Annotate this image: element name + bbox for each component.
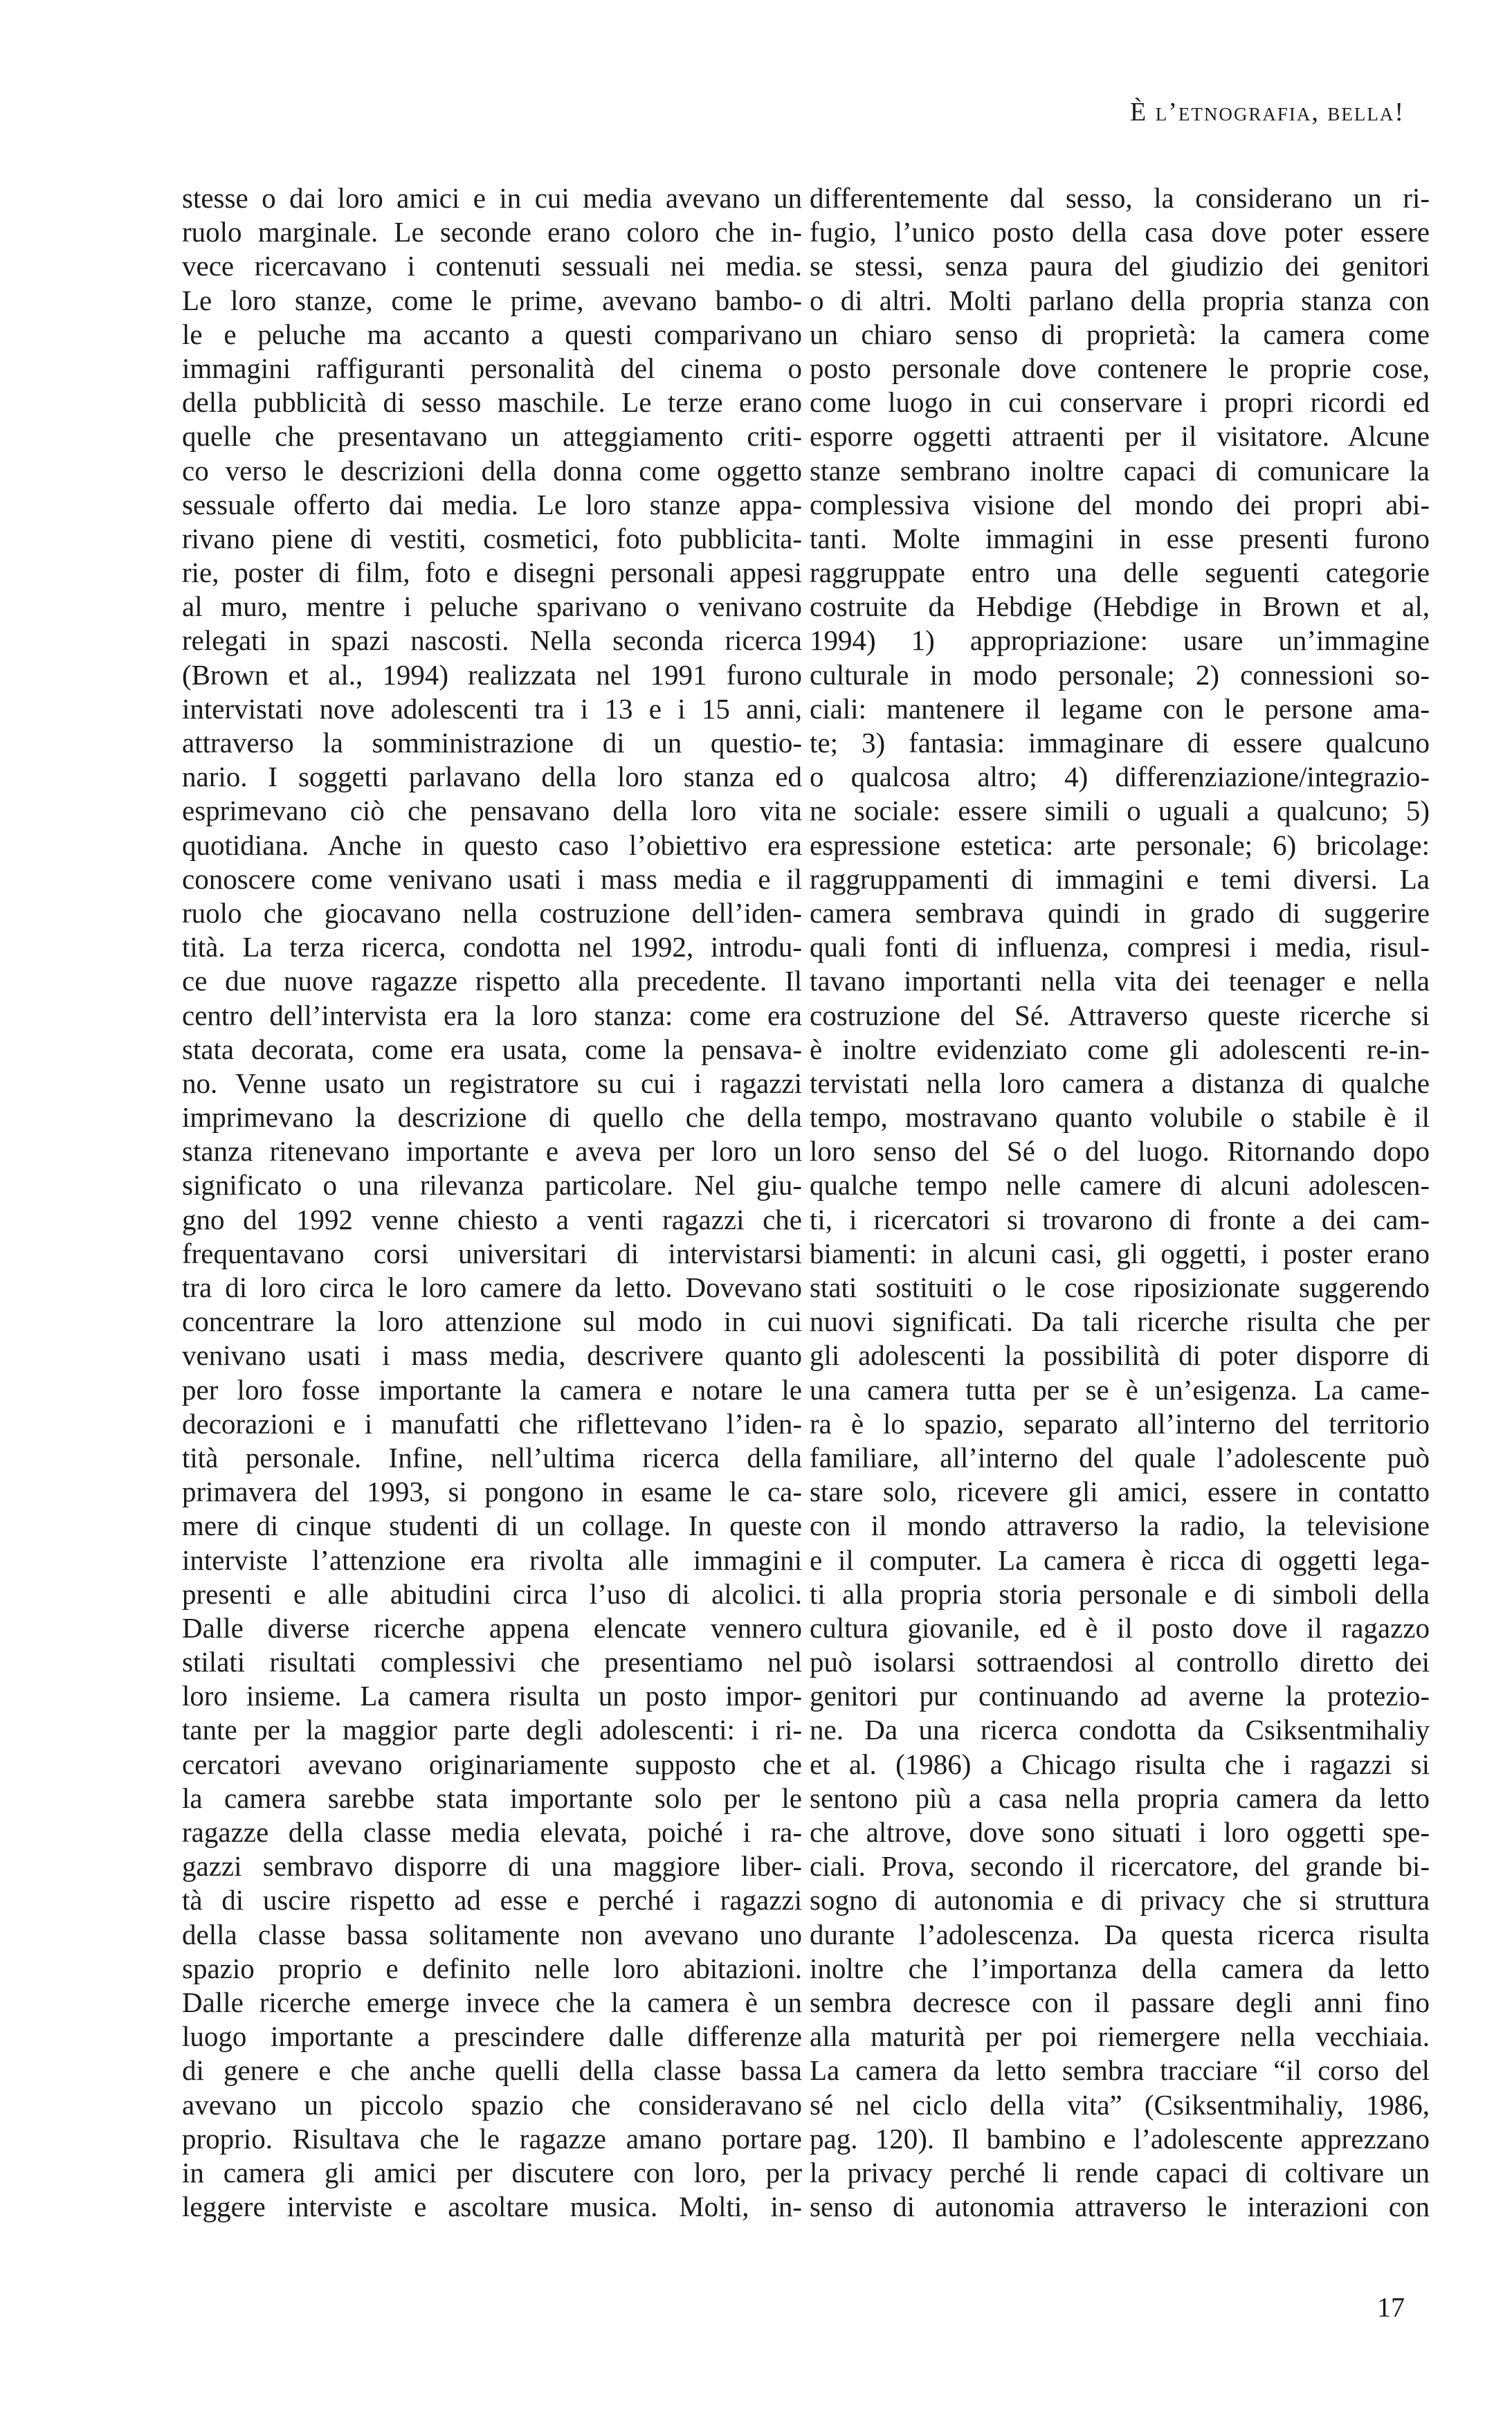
text-line: esporre oggetti attraenti per il visitatore. Alcune	[810, 420, 1430, 453]
text-line: o qualcosa altro; 4) differenziazione/integrazio-	[810, 761, 1430, 793]
page-number: 17	[1377, 2292, 1405, 2323]
text-line: tavano importanti nella vita dei teenager e nella	[810, 965, 1430, 997]
text-line: esprimevano ciò che pensavano della loro vita	[182, 795, 802, 827]
text-line: nario. I soggetti parlavano della loro stanza ed	[182, 761, 802, 793]
text-line: di genere e che anche quelli della classe bassa	[182, 2054, 802, 2087]
text-line: costruzione del Sé. Attraverso queste ricerche si	[810, 999, 1430, 1031]
text-line: fugio, l’unico posto della casa dove poter essere	[810, 216, 1430, 248]
text-line: vece ricercavano i contenuti sessuali nei media.	[182, 250, 802, 282]
text-line: tanti. Molte immagini in esse presenti furono	[810, 522, 1430, 554]
text-line: Dalle diverse ricerche appena elencate vennero	[182, 1611, 802, 1644]
text-line: al muro, mentre i peluche sparivano o venivano	[182, 590, 802, 623]
text-line: co verso le descrizioni della donna come oggetto	[182, 454, 802, 487]
text-line: qualche tempo nelle camere di alcuni adolescen-	[810, 1169, 1430, 1202]
text-line: ne sociale: essere simili o uguali a qualcuno; 5)	[810, 795, 1430, 827]
text-line: rivano piene di vestiti, cosmetici, foto pubblicita-	[182, 522, 802, 554]
text-line: espressione estetica: arte personale; 6) bricolage:	[810, 828, 1430, 861]
text-line: stanza ritenevano importante e aveva per loro un	[182, 1135, 802, 1168]
text-line: spazio proprio e definito nelle loro abitazioni.	[182, 1952, 802, 1984]
text-line: attraverso la somministrazione di un questio-	[182, 727, 802, 759]
text-line: che altrove, dove sono situati i loro oggetti spe-	[810, 1816, 1430, 1848]
text-line: differentemente dal sesso, la considerano un ri-	[810, 182, 1430, 214]
text-line: raggruppamenti di immagini e temi diversi. La	[810, 862, 1430, 895]
text-line: conoscere come venivano usati i mass media e il	[182, 862, 802, 895]
text-line: sembra decresce con il passare degli anni fino	[810, 1986, 1430, 2018]
text-line: durante l’adolescenza. Da questa ricerca risulta	[810, 1918, 1430, 1950]
text-line: luogo importante a prescindere dalle differenze	[182, 2020, 802, 2053]
text-line: tità. La terza ricerca, condotta nel 1992, introdu-	[182, 931, 802, 963]
text-line: tervistati nella loro camera a distanza di qualche	[810, 1067, 1430, 1099]
text-line: proprio. Risultava che le ragazze amano portare	[182, 2122, 802, 2155]
text-line: gli adolescenti la possibilità di poter disporre di	[810, 1339, 1430, 1372]
text-line: può isolarsi sottraendosi al controllo diretto dei	[810, 1646, 1430, 1678]
text-line: senso di autonomia attraverso le interazioni con	[810, 2191, 1430, 2223]
text-line: avevano un piccolo spazio che consideravano	[182, 2088, 802, 2121]
text-line: loro senso del Sé o del luogo. Ritornando dopo	[810, 1135, 1430, 1168]
text-line: et al. (1986) a Chicago risulta che i ragazzi si	[810, 1748, 1430, 1780]
text-line: ciali: mantenere il legame con le persone ama-	[810, 692, 1430, 725]
text-line: ti alla propria storia personale e di simboli della	[810, 1577, 1430, 1610]
text-line: tra di loro circa le loro camere da letto. Dovevano	[182, 1271, 802, 1303]
text-line: genitori pur continuando ad averne la protezio-	[810, 1680, 1430, 1712]
text-line: stare solo, ricevere gli amici, essere in contatto	[810, 1476, 1430, 1508]
text-line: ruolo marginale. Le seconde erano coloro che in-	[182, 216, 802, 248]
text-line: familiare, all’interno del quale l’adolescente può	[810, 1441, 1430, 1474]
text-line: come luogo in cui conservare i propri ricordi ed	[810, 386, 1430, 419]
text-line: alla maturità per poi riemergere nella vecchiaia.	[810, 2020, 1430, 2053]
text-line: della pubblicità di sesso maschile. Le terze erano	[182, 386, 802, 419]
text-line: ce due nuove ragazze rispetto alla precedente. Il	[182, 965, 802, 997]
text-line: ne. Da una ricerca condotta da Csiksentmihaliy	[810, 1714, 1430, 1746]
text-line: quelle che presentavano un atteggiamento criti-	[182, 420, 802, 453]
text-line: in camera gli amici per discutere con loro, per	[182, 2156, 802, 2189]
text-line: La camera da letto sembra tracciare “il corso del	[810, 2054, 1430, 2087]
text-line: sogno di autonomia e di privacy che si struttura	[810, 1884, 1430, 1917]
left-text-column	[182, 181, 802, 2224]
text-line: venivano usati i mass media, descrivere quanto	[182, 1339, 802, 1372]
text-line: tempo, mostravano quanto volubile o stabile è il	[810, 1101, 1430, 1134]
text-line: ruolo che giocavano nella costruzione dell’iden-	[182, 896, 802, 929]
text-line: imprimevano la descrizione di quello che della	[182, 1101, 802, 1134]
text-line: per loro fosse importante la camera e notare le	[182, 1373, 802, 1406]
text-line: decorazioni e i manufatti che riflettevano l’iden-	[182, 1407, 802, 1440]
text-line: posto personale dove contenere le proprie cose,	[810, 352, 1430, 384]
text-line: interviste l’attenzione era rivolta alle immagini	[182, 1543, 802, 1576]
text-line: ragazze della classe media elevata, poiché i ra-	[182, 1816, 802, 1848]
text-line: della classe bassa solitamente non avevano uno	[182, 1918, 802, 1950]
text-line: sessuale offerto dai media. Le loro stanze appa-	[182, 488, 802, 520]
text-line: raggruppate entro una delle seguenti categorie	[810, 556, 1430, 589]
text-line: biamenti: in alcuni casi, gli oggetti, i poster erano	[810, 1237, 1430, 1269]
text-line: ciali. Prova, secondo il ricercatore, del grande bi-	[810, 1850, 1430, 1883]
text-line: complessiva visione del mondo dei propri abi-	[810, 488, 1430, 520]
text-line: centro dell’intervista era la loro stanza: come era	[182, 999, 802, 1031]
text-line: leggere interviste e ascoltare musica. Molti, in-	[182, 2191, 802, 2223]
text-line: frequentavano corsi universitari di intervistarsi	[182, 1237, 802, 1269]
text-line: sé nel ciclo della vita” (Csiksentmihaliy, 1986,	[810, 2088, 1430, 2121]
text-line: loro insieme. La camera risulta un posto impor-	[182, 1680, 802, 1712]
text-line: immagini raffiguranti personalità del cinema o	[182, 352, 802, 384]
text-line: cercatori avevano originariamente supposto che	[182, 1748, 802, 1780]
text-line: gno del 1992 venne chiesto a venti ragazzi che	[182, 1203, 802, 1235]
text-line: gazzi sembravo disporre di una maggiore liber-	[182, 1850, 802, 1883]
text-line: un chiaro senso di proprietà: la camera come	[810, 318, 1430, 350]
text-line: camera sembrava quindi in grado di suggerire	[810, 896, 1430, 929]
text-line: significato o una rilevanza particolare. Nel giu-	[182, 1169, 802, 1202]
text-line: presenti e alle abitudini circa l’uso di alcolici.	[182, 1577, 802, 1610]
text-line: primavera del 1993, si pongono in esame le ca-	[182, 1476, 802, 1508]
text-line: relegati in spazi nascosti. Nella seconda ricerca	[182, 624, 802, 657]
text-line: cultura giovanile, ed è il posto dove il ragazzo	[810, 1611, 1430, 1644]
text-line: o di altri. Molti parlano della propria stanza con	[810, 284, 1430, 316]
text-line: stati sostituiti o le cose riposizionate suggerendo	[810, 1271, 1430, 1303]
text-line: è inoltre evidenziato come gli adolescenti re-in-	[810, 1033, 1430, 1065]
text-line: 1994) 1) appropriazione: usare un’immagine	[810, 624, 1430, 657]
text-line: tità personale. Infine, nell’ultima ricerca della	[182, 1441, 802, 1474]
text-line: nuovi significati. Da tali ricerche risulta che per	[810, 1305, 1430, 1338]
text-line: stesse o dai loro amici e in cui media avevano un	[182, 182, 802, 214]
text-line: inoltre che l’importanza della camera da letto	[810, 1952, 1430, 1984]
text-line: ra è lo spazio, separato all’interno del territorio	[810, 1407, 1430, 1440]
text-line: intervistati nove adolescenti tra i 13 e i 15 anni,	[182, 692, 802, 725]
text-line: Dalle ricerche emerge invece che la camera è un	[182, 1986, 802, 2018]
text-line: (Brown et al., 1994) realizzata nel 1991 furono	[182, 658, 802, 691]
text-line: stilati risultati complessivi che presentiamo nel	[182, 1646, 802, 1678]
text-line: concentrare la loro attenzione sul modo in cui	[182, 1305, 802, 1338]
text-line: Le loro stanze, come le prime, avevano bambo-	[182, 284, 802, 316]
text-line: te; 3) fantasia: immaginare di essere qualcuno	[810, 727, 1430, 759]
text-line: stanze sembrano inoltre capaci di comunicare la	[810, 454, 1430, 487]
text-line: tà di uscire rispetto ad esse e perché i ragazzi	[182, 1884, 802, 1917]
text-line: le e peluche ma accanto a questi comparivano	[182, 318, 802, 350]
text-line: la camera sarebbe stata importante solo per le	[182, 1782, 802, 1814]
text-line: ti, i ricercatori si trovarono di fronte a dei cam-	[810, 1203, 1430, 1235]
text-line: quotidiana. Anche in questo caso l’obiettivo era	[182, 828, 802, 861]
text-line: quali fonti di influenza, compresi i media, risul-	[810, 931, 1430, 963]
text-line: culturale in modo personale; 2) connessioni so-	[810, 658, 1430, 691]
text-line: sentono più a casa nella propria camera da letto	[810, 1782, 1430, 1814]
running-header-title: È l’etnografia, bella!	[1130, 98, 1405, 127]
text-line: costruite da Hebdige (Hebdige in Brown et al,	[810, 590, 1430, 623]
text-line: rie, poster di film, foto e disegni personali appesi	[182, 556, 802, 589]
text-line: tante per la maggior parte degli adolescenti: i ri-	[182, 1714, 802, 1746]
text-line: con il mondo attraverso la radio, la televisione	[810, 1510, 1430, 1542]
right-text-column	[810, 181, 1430, 2224]
text-line: la privacy perché li rende capaci di coltivare un	[810, 2156, 1430, 2189]
text-line: e il computer. La camera è ricca di oggetti lega-	[810, 1543, 1430, 1576]
text-line: stata decorata, come era usata, come la pensava-	[182, 1033, 802, 1065]
text-line: pag. 120). Il bambino e l’adolescente apprezzano	[810, 2122, 1430, 2155]
text-line: no. Venne usato un registratore su cui i ragazzi	[182, 1067, 802, 1099]
text-line: una camera tutta per se è un’esigenza. La came-	[810, 1373, 1430, 1406]
text-line: se stessi, senza paura del giudizio dei genitori	[810, 250, 1430, 282]
text-line: mere di cinque studenti di un collage. In queste	[182, 1510, 802, 1542]
